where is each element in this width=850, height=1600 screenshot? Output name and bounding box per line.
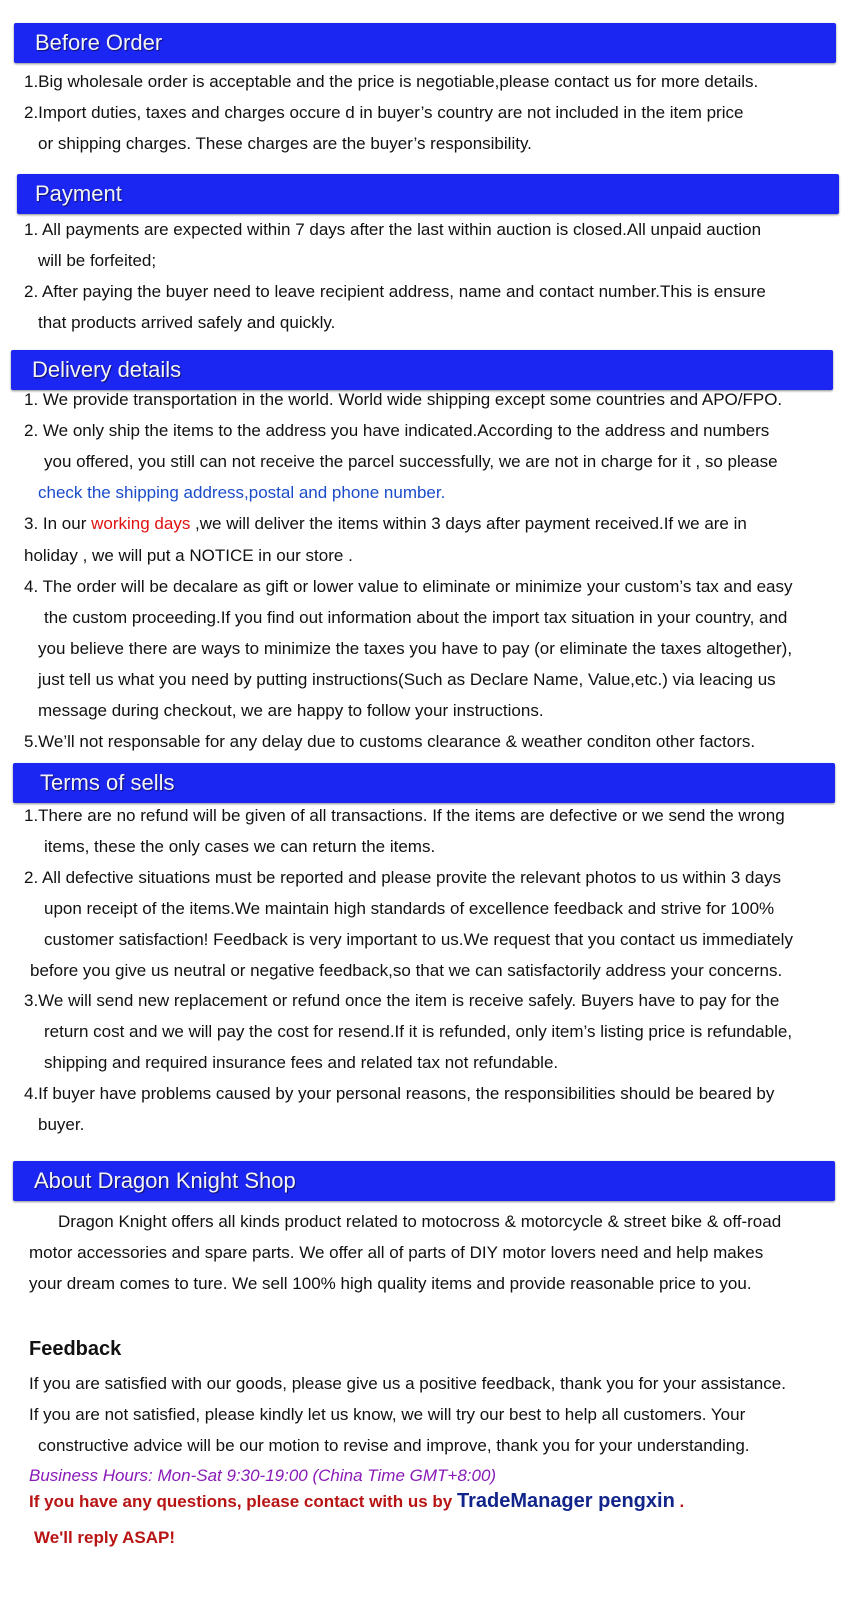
terms-line-10: 4.If buyer have problems caused by your personal reasons, the responsibilities should be beared by	[24, 1084, 775, 1103]
terms-line-8: return cost and we will pay the cost for resend.If it is refunded, only item’s listing price is refundable,	[44, 1022, 793, 1041]
terms-line-3: 2. All defective situations must be reported and please provite the relevant photos to us within 3 days	[24, 868, 781, 887]
section-title: Delivery details	[32, 357, 182, 382]
section-title: Before Order	[35, 30, 163, 55]
terms-line-7: 3.We will send new replacement or refund once the item is receive safely. Buyers have to pay for the	[24, 991, 780, 1010]
delivery-line-2: 2. We only ship the items to the address you have indicated.According to the address and numbers	[24, 421, 770, 440]
delivery-line-3: you offered, you still can not receive the parcel successfully, we are not in charge for it , so please	[44, 452, 778, 471]
before-order-line-2: 2.Import duties, taxes and charges occure d in buyer’s country are not included in the item price	[24, 103, 744, 122]
working-days-highlight: working days	[91, 514, 191, 533]
terms-line-2: items, these the only cases we can return the items.	[44, 837, 436, 856]
before-order-line-3: or shipping charges. These charges are the buyer’s responsibility.	[38, 134, 532, 153]
terms-line-11: buyer.	[38, 1115, 85, 1134]
terms-line-4: upon receipt of the items.We maintain high standards of excellence feedback and strive for 100%	[44, 899, 775, 918]
delivery-line-working-days	[24, 514, 747, 534]
shipping-address-note: check the shipping address,postal and phone number.	[38, 483, 446, 502]
delivery-line-holiday: holiday , we will put a NOTICE in our store .	[24, 546, 353, 565]
feedback-heading: Feedback	[29, 1338, 122, 1360]
terms-line-1: 1.There are no refund will be given of all transactions. If the items are defective or we send the wrong	[24, 806, 785, 825]
section-header-about	[13, 1161, 835, 1201]
section-title: Terms of sells	[40, 770, 175, 795]
section-header-delivery-details	[11, 350, 833, 390]
delivery-line-6: you believe there are ways to minimize the taxes you have to pay (or eliminate the taxes altogether),	[38, 639, 793, 658]
delivery-line-5: the custom proceeding.If you find out information about the import tax situation in your country, and	[44, 608, 788, 627]
payment-line-1: 1. All payments are expected within 7 days after the last within auction is closed.All unpaid auction	[24, 220, 762, 239]
business-hours: Business Hours: Mon-Sat 9:30-19:00 (China Time GMT+8:00)	[29, 1466, 497, 1485]
section-header-payment	[17, 174, 839, 214]
feedback-line-1: If you are satisfied with our goods, please give us a positive feedback, thank you for your assistance.	[29, 1374, 786, 1393]
terms-line-6: before you give us neutral or negative feedback,so that we can satisfactorily address your concerns.	[30, 961, 783, 980]
feedback-line-3: constructive advice will be our motion to revise and improve, thank you for your understanding.	[38, 1436, 750, 1455]
payment-line-4: that products arrived safely and quickly.	[38, 313, 336, 332]
section-title: Payment	[35, 181, 122, 206]
contact-line	[29, 1490, 684, 1513]
section-header-terms-of-sells	[13, 763, 835, 803]
working-days-suffix: ,we will deliver the items within 3 days after payment received.If we are in	[190, 514, 747, 533]
contact-suffix: .	[674, 1492, 685, 1511]
payment-line-3: 2. After paying the buyer need to leave recipient address, name and contact number.This is ensure	[24, 282, 766, 301]
delivery-line-9: 5.We’ll not responsable for any delay due to customs clearance & weather conditon other factors.	[24, 732, 756, 751]
delivery-line-1: 1. We provide transportation in the world. World wide shipping except some countries and APO/FPO.	[24, 390, 783, 409]
section-header-before-order	[14, 23, 836, 63]
before-order-line-1: 1.Big wholesale order is acceptable and the price is negotiable,please contact us for more details.	[24, 72, 759, 91]
feedback-line-2: If you are not satisfied, please kindly let us know, we will try our best to help all customers. Your	[29, 1405, 746, 1424]
about-line-2: motor accessories and spare parts. We offer all of parts of DIY motor lovers need and help makes	[29, 1243, 764, 1262]
delivery-line-8: message during checkout, we are happy to follow your instructions.	[38, 701, 544, 720]
trademanager-contact: TradeManager pengxin	[456, 1490, 675, 1512]
about-line-1: Dragon Knight offers all kinds product related to motocross & motorcycle & street bike & off-road	[58, 1212, 782, 1231]
delivery-line-7: just tell us what you need by putting instructions(Such as Declare Name, Value,etc.) via leacing us	[38, 670, 776, 689]
section-title: About Dragon Knight Shop	[34, 1168, 296, 1193]
working-days-prefix: 3. In our	[24, 514, 92, 533]
about-line-3: your dream comes to ture. We sell 100% high quality items and provide reasonable price to you.	[29, 1274, 752, 1293]
reply-asap: We'll reply ASAP!	[34, 1528, 176, 1547]
terms-line-9: shipping and required insurance fees and related tax not refundable.	[44, 1053, 559, 1072]
contact-prefix: If you have any questions, please contact with us by	[29, 1492, 457, 1511]
payment-line-2: will be forfeited;	[38, 251, 157, 270]
delivery-line-4: 4. The order will be decalare as gift or lower value to eliminate or minimize your custom’s tax and easy	[24, 577, 793, 596]
terms-line-5: customer satisfaction! Feedback is very important to us.We request that you contact us immediately	[44, 930, 793, 949]
